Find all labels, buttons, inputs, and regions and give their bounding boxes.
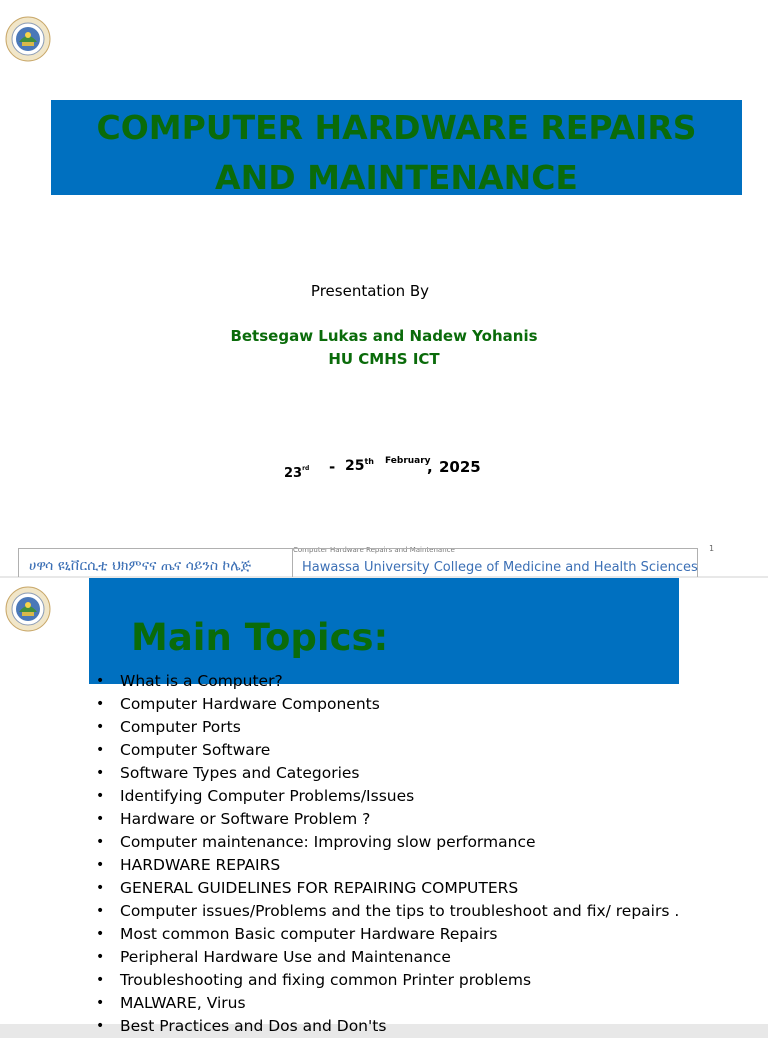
list-item: • Computer Ports bbox=[96, 716, 679, 739]
presentation-date bbox=[0, 456, 768, 486]
date-start: 23rd bbox=[284, 465, 310, 481]
title-line-1: COMPUTER HARDWARE REPAIRS bbox=[96, 108, 697, 147]
list-item: • GENERAL GUIDELINES FOR REPAIRING COMPUTERS bbox=[96, 877, 679, 900]
list-item: • Hardware or Software Problem ? bbox=[96, 808, 679, 831]
bullet-icon: • bbox=[96, 857, 105, 873]
list-item: • Identifying Computer Problems/Issues bbox=[96, 785, 679, 808]
university-footer bbox=[18, 548, 698, 577]
presentation-title bbox=[51, 100, 742, 203]
date-dash: - bbox=[329, 458, 336, 476]
bullet-icon: • bbox=[96, 972, 105, 988]
page-number: 1 bbox=[709, 544, 715, 553]
date-end: 25th bbox=[345, 457, 375, 474]
list-item: • Computer Software bbox=[96, 739, 679, 762]
bullet-icon: • bbox=[96, 903, 105, 919]
footer-english-name: Hawassa University College of Medicine and Health Sciences bbox=[302, 560, 698, 575]
university-logo-icon bbox=[5, 16, 51, 62]
bullet-icon: • bbox=[96, 811, 105, 827]
list-item: • Best Practices and Dos and Don'ts bbox=[96, 1015, 679, 1038]
date-comma: , bbox=[427, 458, 433, 476]
bullet-icon: • bbox=[96, 765, 105, 781]
presentation-by-label: Presentation By bbox=[310, 282, 430, 300]
list-item: • HARDWARE REPAIRS bbox=[96, 854, 679, 877]
affiliation: HU CMHS ICT bbox=[328, 350, 440, 368]
bullet-icon: • bbox=[96, 834, 105, 850]
title-line-2: AND MAINTENANCE bbox=[215, 158, 578, 197]
footer-divider bbox=[292, 549, 293, 577]
title-banner bbox=[51, 100, 742, 195]
list-item: • What is a Computer? bbox=[96, 670, 679, 693]
bullet-icon: • bbox=[96, 880, 105, 896]
bullet-icon: • bbox=[96, 696, 105, 712]
bullet-icon: • bbox=[96, 1018, 105, 1034]
bullet-icon: • bbox=[96, 926, 105, 942]
list-item: • Peripheral Hardware Use and Maintenance bbox=[96, 946, 679, 969]
footer-amharic-name: ሀዋሳ ዩኒቨርሲቲ ህክምናና ጤና ሳይንስ ኮሌጅ bbox=[29, 558, 252, 574]
list-item: • Computer issues/Problems and the tips to troubleshoot and fix/ repairs . bbox=[96, 900, 679, 923]
main-topics-title: Main Topics: bbox=[131, 616, 389, 659]
date-month: February bbox=[385, 456, 431, 466]
topics-title-banner bbox=[89, 578, 679, 684]
bullet-icon: • bbox=[96, 673, 105, 689]
list-item: • Computer Hardware Components bbox=[96, 693, 679, 716]
list-item: • Computer maintenance: Improving slow performance bbox=[96, 831, 679, 854]
bullet-icon: • bbox=[96, 788, 105, 804]
university-logo-icon bbox=[5, 586, 51, 632]
bullet-icon: • bbox=[96, 949, 105, 965]
footer-caption: Computer Hardware Repairs and Maintenance bbox=[293, 546, 455, 554]
bullet-icon: • bbox=[96, 742, 105, 758]
list-item: • Most common Basic computer Hardware Repairs bbox=[96, 923, 679, 946]
date-year: 2025 bbox=[439, 458, 481, 476]
author-block bbox=[0, 325, 768, 371]
list-item: • MALWARE, Virus bbox=[96, 992, 679, 1015]
list-item: • Troubleshooting and fixing common Printer problems bbox=[96, 969, 679, 992]
topics-list bbox=[96, 670, 679, 1038]
list-item: • Software Types and Categories bbox=[96, 762, 679, 785]
bullet-icon: • bbox=[96, 995, 105, 1011]
authors-names: Betsegaw Lukas and Nadew Yohanis bbox=[230, 327, 538, 345]
slide-2 bbox=[0, 578, 768, 1035]
bullet-icon: • bbox=[96, 719, 105, 735]
